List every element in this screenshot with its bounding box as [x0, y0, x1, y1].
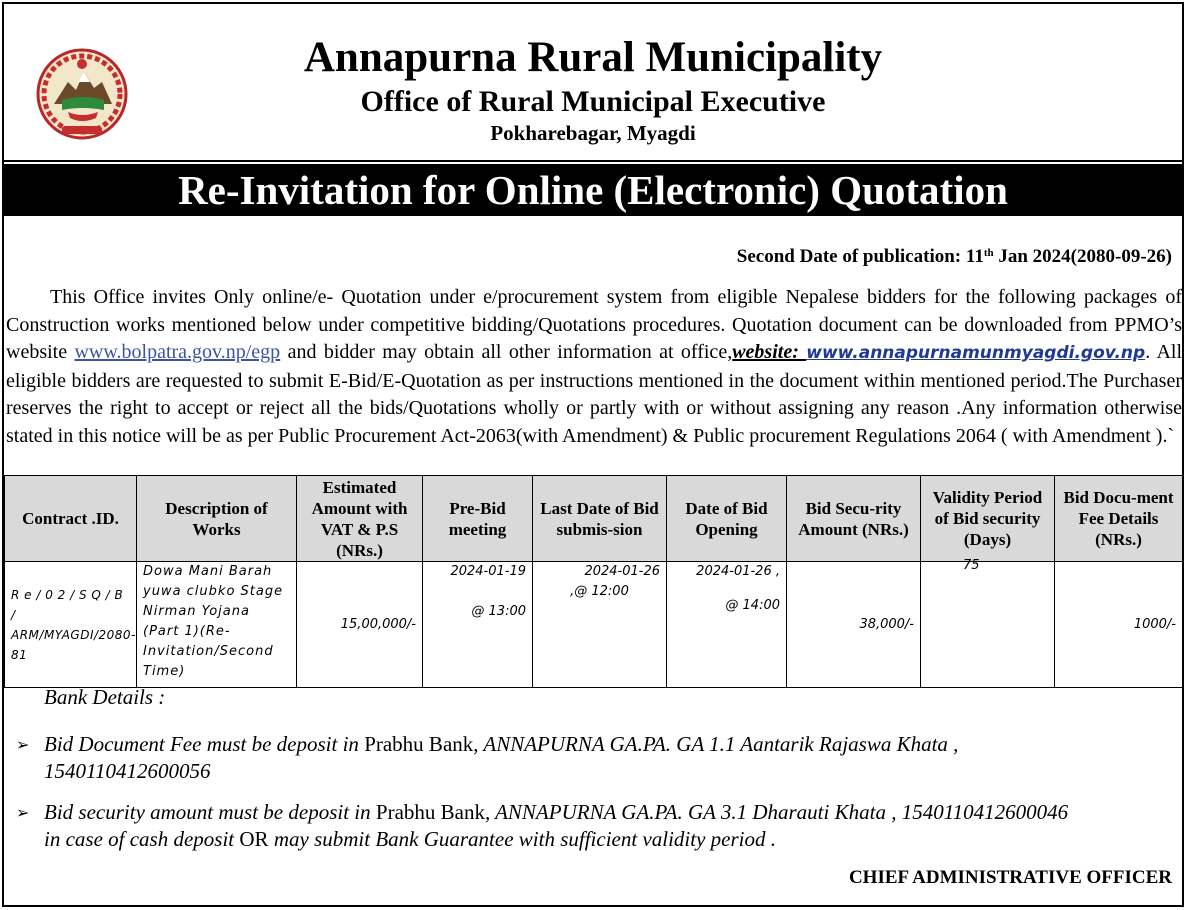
publication-sup: th: [983, 247, 994, 259]
arrow-bullet-icon: ➢: [16, 803, 30, 822]
header-contract-id: Contract .ID.: [5, 476, 137, 562]
item1-c: , ANNAPURNA GA.PA. GA 1.1 Aantarik Rajaswa Khata ,: [473, 732, 959, 756]
cell-estimated-amount: 15,00,000/-: [297, 562, 423, 688]
cell-description: Dowa Mani Barah yuwa clubko Stage Nirman Yojana (Part 1)(Re-Invitation/Second Time): [137, 562, 297, 688]
office-location: Pokharebagar, Myagdi: [490, 121, 696, 145]
item2-c: , ANNAPURNA GA.PA. GA 3.1 Dharauti Khata , 1540110412600046: [484, 800, 1069, 824]
cell-last-date: [533, 562, 667, 688]
item2-b: Prabhu Bank: [375, 800, 485, 824]
notice-part2: and bidder may obtain all other information at office,: [280, 341, 733, 363]
bank-item-text: [44, 731, 958, 785]
header-validity: Validity Period of Bid security (Days): [921, 476, 1055, 562]
item2-a: Bid security amount must be deposit in: [44, 800, 376, 824]
bank-item-text: [44, 799, 1068, 853]
item2-e: OR: [239, 827, 269, 851]
header-description: Description of Works: [137, 476, 297, 562]
item1-b: Prabhu Bank: [364, 732, 474, 756]
header-doc-fee: Bid Docu-ment Fee Details (NRs.): [1055, 476, 1183, 562]
notice-body: [6, 284, 1182, 450]
signature-title: CHIEF ADMINISTRATIVE OFFICER: [848, 867, 1172, 888]
website-label: website:: [732, 341, 807, 363]
office-subtitle: Office of Rural Municipal Executive: [360, 85, 826, 118]
header-divider: [2, 160, 1184, 162]
opening-date: 2024-01-26 ,: [696, 564, 780, 579]
cell-prebid: [423, 562, 533, 688]
notice-part1: This Office invites Only online/e- Quotation under e/procurement system from eligible Nepalese bidders for the following packages of Construction works mentioned below under competitive bidding/Quotations procedures. Quotation document can be downloaded from PPMO’s website: [6, 286, 1182, 363]
header-opening-date: Date of Bid Opening: [667, 476, 787, 562]
validity-days: 75: [963, 558, 980, 573]
spacer: [673, 582, 780, 596]
arrow-bullet-icon: ➢: [16, 735, 30, 754]
prebid-time: @ 13:00: [471, 604, 526, 619]
header-estimated-amount: Estimated Amount with VAT & P.S (NRs.): [297, 476, 423, 562]
bank-item-security: [16, 799, 1166, 855]
cell-contract-id: R e / 0 2 / S Q / B / ARM/MYAGDI/2080-81: [5, 562, 137, 688]
item1-d: 1540110412600056: [44, 759, 211, 783]
item2-f: may submit Bank Guarantee with sufficient validity period .: [268, 827, 777, 851]
spacer: [429, 582, 526, 602]
notice-banner: Re-Invitation for Online (Electronic) Quotation: [4, 164, 1182, 216]
bid-table: [4, 475, 1183, 688]
website-link[interactable]: www.annapurnamunmyagdi.gov.np: [806, 343, 1146, 363]
opening-time: @ 14:00: [725, 598, 780, 613]
cell-validity: [921, 558, 1055, 688]
cell-doc-fee: 1000/-: [1055, 562, 1183, 688]
cell-security-amount: 38,000/-: [787, 562, 921, 688]
item1-a: Bid Document Fee must be deposit in: [44, 732, 365, 756]
last-date: 2024-01-26: [584, 564, 660, 579]
last-time: ,@ 12:00: [570, 584, 629, 599]
publication-rest: Jan 2024(2080-09-26): [993, 246, 1172, 267]
notice-part3: . All eligible bidders are requested to submit E-Bid/E-Quotation as per instructions mentioned in the document within mentioned period.The Purchaser reserves the right to accept or reject all the bids/Quotations wholly or partly with or without assigning any reason .Any information otherwise stated in this notice will be as per Public Procurement Act-2063(with Amendment) & Public procurement Regulations 2064 ( with Amendment ).`: [6, 341, 1183, 447]
publication-date: [737, 241, 1172, 269]
municipality-title: Annapurna Rural Municipality: [303, 34, 883, 81]
header-security-amount: Bid Secu-rity Amount (NRs.): [787, 476, 921, 562]
header-prebid: Pre-Bid meeting: [423, 476, 533, 562]
prebid-date: 2024-01-19: [450, 564, 526, 579]
header-last-date: Last Date of Bid submis-sion: [533, 476, 667, 562]
publication-label: Second Date of publication: 11: [736, 246, 984, 267]
item2-d: in case of cash deposit: [44, 827, 240, 851]
bank-item-doc-fee: [16, 731, 1166, 787]
table-row: [5, 562, 1183, 688]
cell-opening-date: [667, 562, 787, 688]
table-header-row: [5, 476, 1183, 562]
ppmo-link[interactable]: www.bolpatra.gov.np/egp: [74, 341, 281, 363]
bank-details-title: Bank Details :: [44, 685, 166, 709]
